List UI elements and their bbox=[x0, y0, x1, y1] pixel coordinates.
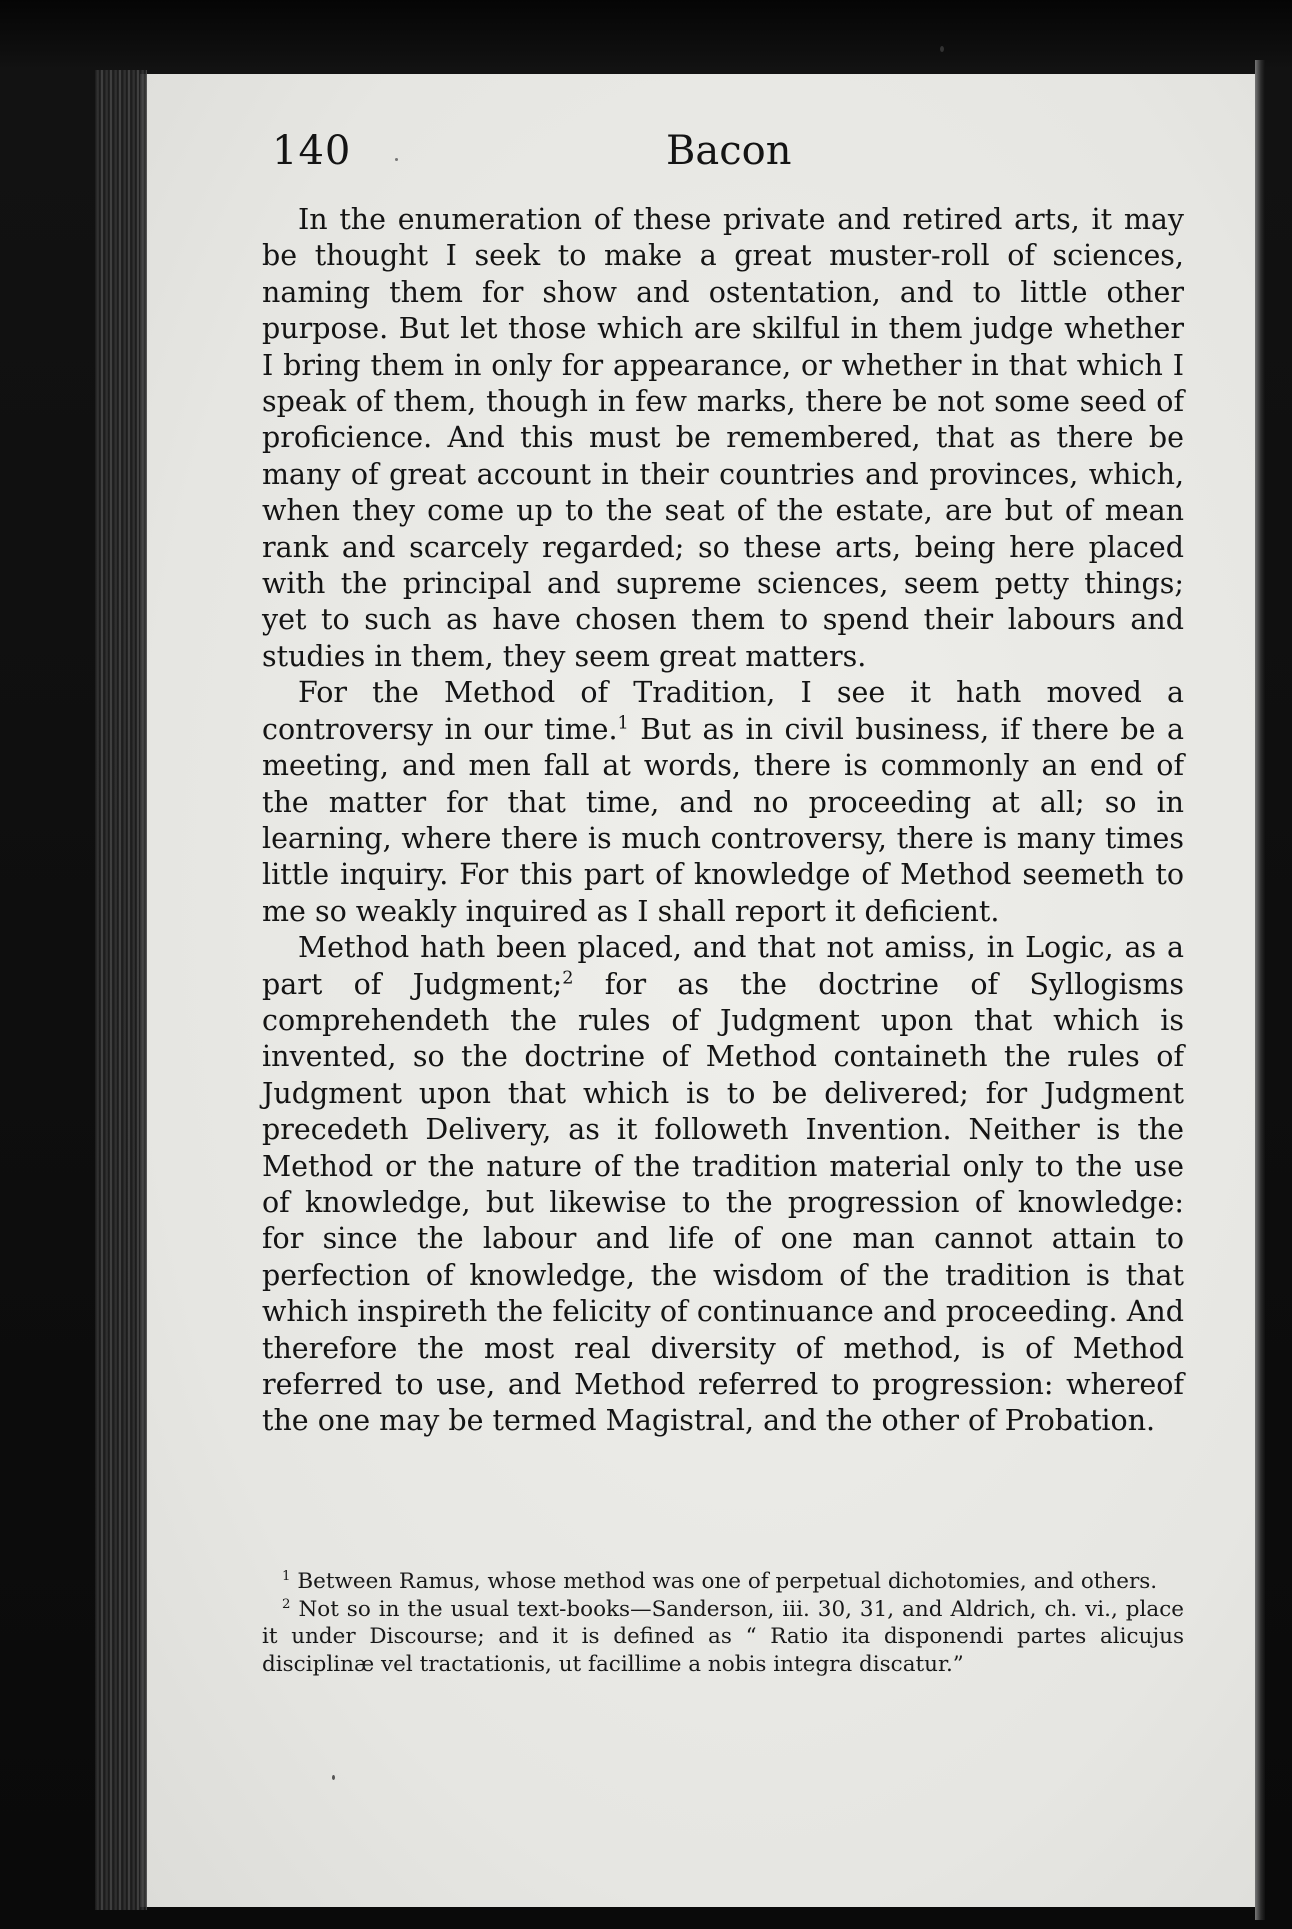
scan-speck bbox=[940, 46, 944, 52]
footnote-2-marker: 2 bbox=[282, 1596, 291, 1612]
tradition-text-part2: But as in civil business, if there be a meeting, and men fall at words, there is commonly an end of the matter for that time, and no proceeding at all; so in learning, where there is much controversy, there is many times little inquiry. For this part of knowledge of Method seemeth to me so weakly inquired as I shall report it deficient. bbox=[262, 712, 1184, 928]
page-number: 140 bbox=[272, 128, 352, 174]
method-text-part1: Method hath been placed, and that not amiss, in Logic, as a part of Judgment; bbox=[262, 931, 1184, 1001]
paragraph-arts: In the enumeration of these private and retired arts, it may be thought I seek to make a great muster-roll of sciences, naming them for show and ostentation, and to little other purpose. But let those which are skilful in them judge whether I bring them in only for appearance, or whether in that which I speak of them, though in few marks, there be not some seed of proficience. And this must be remembered, that as there be many of great account in their countries and provinces, which, when they come up to the seat of the estate, are but of mean rank and scarcely regarded; so these arts, being here placed with the principal and supreme sciences, seem petty things; yet to such as have chosen them to spend their labours and studies in them, they seem great matters. bbox=[262, 203, 1184, 673]
footnotes bbox=[262, 1568, 1184, 1678]
footnote-1 bbox=[262, 1568, 1184, 1596]
book-binding bbox=[95, 70, 147, 1910]
scan-speck bbox=[395, 158, 398, 161]
page-header bbox=[270, 128, 1185, 188]
tradition-text-part1: For the Method of Tradition, I see it hath moved a controversy in our time. bbox=[262, 676, 1184, 746]
footnote-ref-1[interactable]: 1 bbox=[617, 713, 629, 734]
method-text-part2: for as the doctrine of Syllogisms comprehendeth the rules of Judgment upon that which is invented, so the doctrine of Method containeth the rules of Judgment upon that which is to be delivered; for Judgment precedeth Delivery, as it followeth Invention. Neither is the Method or the nature of the tradition material only to the use of knowledge, but likewise to the progression of knowledge: for since the labour and life of one man cannot attain to perfection of knowledge, the wisdom of the tradition is that which inspireth the felicity of continuance and proceeding. And therefore the most real diversity of method, is of Method referred to use, and Method referred to progression: whereof the one may be termed Magistral, and the other of Probation. bbox=[262, 967, 1184, 1438]
paragraph-method-placed bbox=[262, 930, 1184, 1440]
footnote-2 bbox=[262, 1596, 1184, 1679]
footnote-1-marker: 1 bbox=[282, 1569, 291, 1585]
footnote-2-text: Not so in the usual text-books—Sanderson, iii. 30, 31, and Aldrich, ch. vi., place it under Discourse; and it is defined as “ Ratio ita disponendi partes alicujus disciplinæ vel tractationis, ut facillime a nobis integra discatur.” bbox=[262, 1596, 1184, 1677]
paragraph-method-of-tradition bbox=[262, 675, 1184, 930]
body-text bbox=[262, 202, 1184, 1440]
footnote-ref-2[interactable]: 2 bbox=[562, 967, 574, 988]
page-right-edge bbox=[1255, 60, 1265, 1920]
running-head: Bacon bbox=[666, 128, 792, 174]
footnote-1-text: Between Ramus, whose method was one of perpetual dichotomies, and others. bbox=[297, 1569, 1158, 1594]
scan-speck bbox=[332, 1775, 335, 1780]
